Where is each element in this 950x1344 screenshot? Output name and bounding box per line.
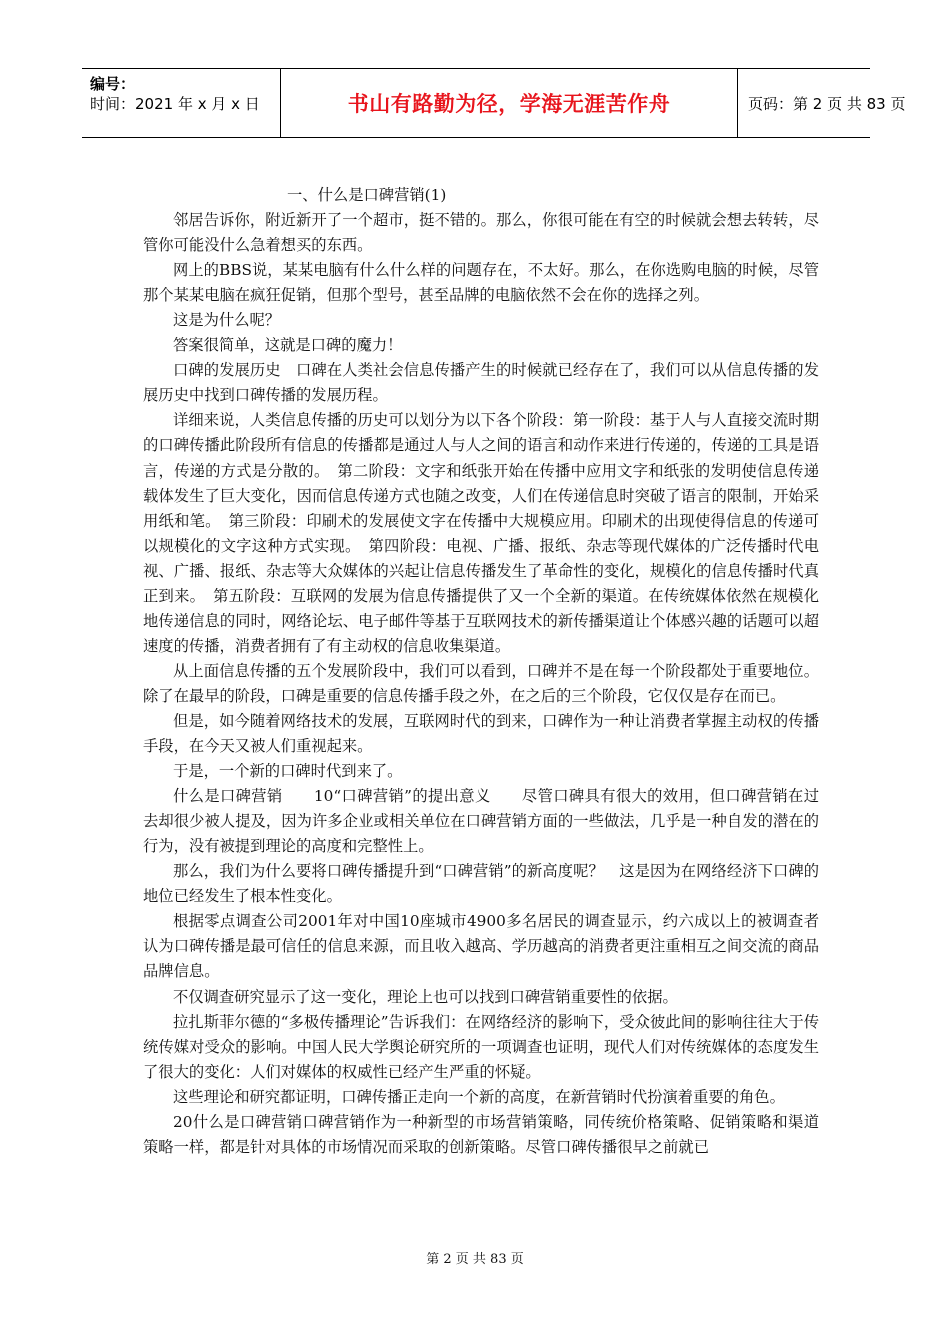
body-paragraph: 详细来说，人类信息传播的历史可以划分为以下各个阶段：第一阶段：基于人与人直接交流时期的口碑传播此阶段所有信息的传播都是通过人与人之间的语言和动作来进行传递的，传递的工具是语言，传递的方式是分散的。 第二阶段：文字和纸张开始在传播中应用文字和纸张的发明使信息传递载体发生了巨大变化，因而信息传递方式也随之改变，人们在传递信息时突破了语言的限制，开始采用纸和笔。 第三阶段：印刷术的发展使文字在传播中大规模应用。印刷术的出现使得信息的传递可以规模化的文字这种方式实现。 第四阶段：电视、广播、报纸、杂志等现代媒体的广泛传播时代电视、广播、报纸、杂志等大众媒体的兴起让信息传播发生了革命性的变化，规模化的信息传播时代真正到来。 第五阶段：互联网的发展为信息传播提供了又一个全新的渠道。在传统媒体依然在规模化地传递信息的同时，网络论坛、电子邮件等基于互联网技术的新传播渠道让个体感兴趣的话题可以超速度的传播，消费者拥有了有主动权的信息收集渠道。 [143,411,819,655]
header-page-cell [738,69,906,137]
body-paragraph: 不仅调查研究显示了这一变化，理论上也可以找到口碑营销重要性的依据。 [173,987,678,1006]
document-date-label: 时间：2021 年 x 月 x 日 [90,95,260,113]
body-paragraph: 这些理论和研究都证明，口碑传播正走向一个新的高度，在新营销时代扮演着重要的角色。 [173,1087,785,1106]
body-paragraph: 拉扎斯菲尔德的“多极传播理论”告诉我们：在网络经济的影响下，受众彼此间的影响往往大于传统传媒对受众的影响。中国人民大学舆论研究所的一项调查也证明，现代人们对传统媒体的态度发生了很大的变化：人们对媒体的权威性已经产生严重的怀疑。 [143,1012,819,1081]
header-motto: 书山有路勤为径，学海无涯苦作舟 [347,92,671,116]
body-paragraph: 邻居告诉你，附近新开了一个超市，挺不错的。那么，你很可能在有空的时候就会想去转转，尽管你可能没什么急着想买的东西。 [143,211,819,255]
body-paragraph: 网上的BBS说，某某电脑有什么什么样的问题存在，不太好。那么，在你选购电脑的时候，尽管那个某某电脑在疯狂促销，但那个型号，甚至品牌的电脑依然不会在你的选择之列。 [143,261,819,305]
document-code-label: 编号： [90,75,136,93]
body-paragraph: 于是，一个新的口碑时代到来了。 [173,762,403,781]
body-paragraph: 但是，如今随着网络技术的发展，互联网时代的到来，口碑作为一种让消费者掌握主动权的传播手段，在今天又被人们重视起来。 [143,711,819,756]
body-paragraph: 什么是口碑营销 10“口碑营销”的提出意义 尽管口碑具有很大的效用，但口碑营销在过去却很少被人提及，因为许多企业或相关单位在口碑营销方面的一些做法，几乎是一种自发的潜在的行为，没有被提到理论的高度和完整性上。 [143,787,819,856]
body-paragraph: 那么，我们为什么要将口碑传播提升到“口碑营销”的新高度呢？ 这是因为在网络经济下口碑的地位已经发生了根本性变化。 [143,862,819,906]
header-meta-cell [82,69,281,137]
document-body [143,183,819,1160]
header-motto-cell [281,69,738,137]
body-paragraph: 根据零点调查公司2001年对中国10座城市4900多名居民的调查显示，约六成以上的被调查者认为口碑传播是最可信任的信息来源，而且收入越高、学历越高的消费者更注重相互之间交流的商品品牌信息。 [143,912,819,981]
body-paragraph: 20什么是口碑营销口碑营销作为一种新型的市场营销策略，同传统价格策略、促销策略和渠道策略一样，都是针对具体的市场情况而采取的创新策略。尽管口碑传播很早之前就已 [143,1112,819,1156]
header-page-number: 页码：第 2 页 共 83 页 [748,94,906,113]
body-paragraph: 这是为什么呢？ [173,311,281,330]
body-paragraph: 从上面信息传播的五个发展阶段中，我们可以看到，口碑并不是在每一个阶段都处于重要地位。除了在最早的阶段，口碑是重要的信息传播手段之外，在之后的三个阶段，它仅仅是存在而已。 [143,661,819,705]
body-paragraph: 口碑的发展历史 口碑在人类社会信息传播产生的时候就已经存在了，我们可以从信息传播的发展历史中找到口碑传播的发展历程。 [143,361,819,405]
body-paragraph: 答案很简单，这就是口碑的魔力！ [173,336,403,355]
section-title: 一、什么是口碑营销(1) [287,186,447,204]
page-header [82,68,906,138]
page-footer: 第 2 页 共 83 页 [426,1252,524,1267]
